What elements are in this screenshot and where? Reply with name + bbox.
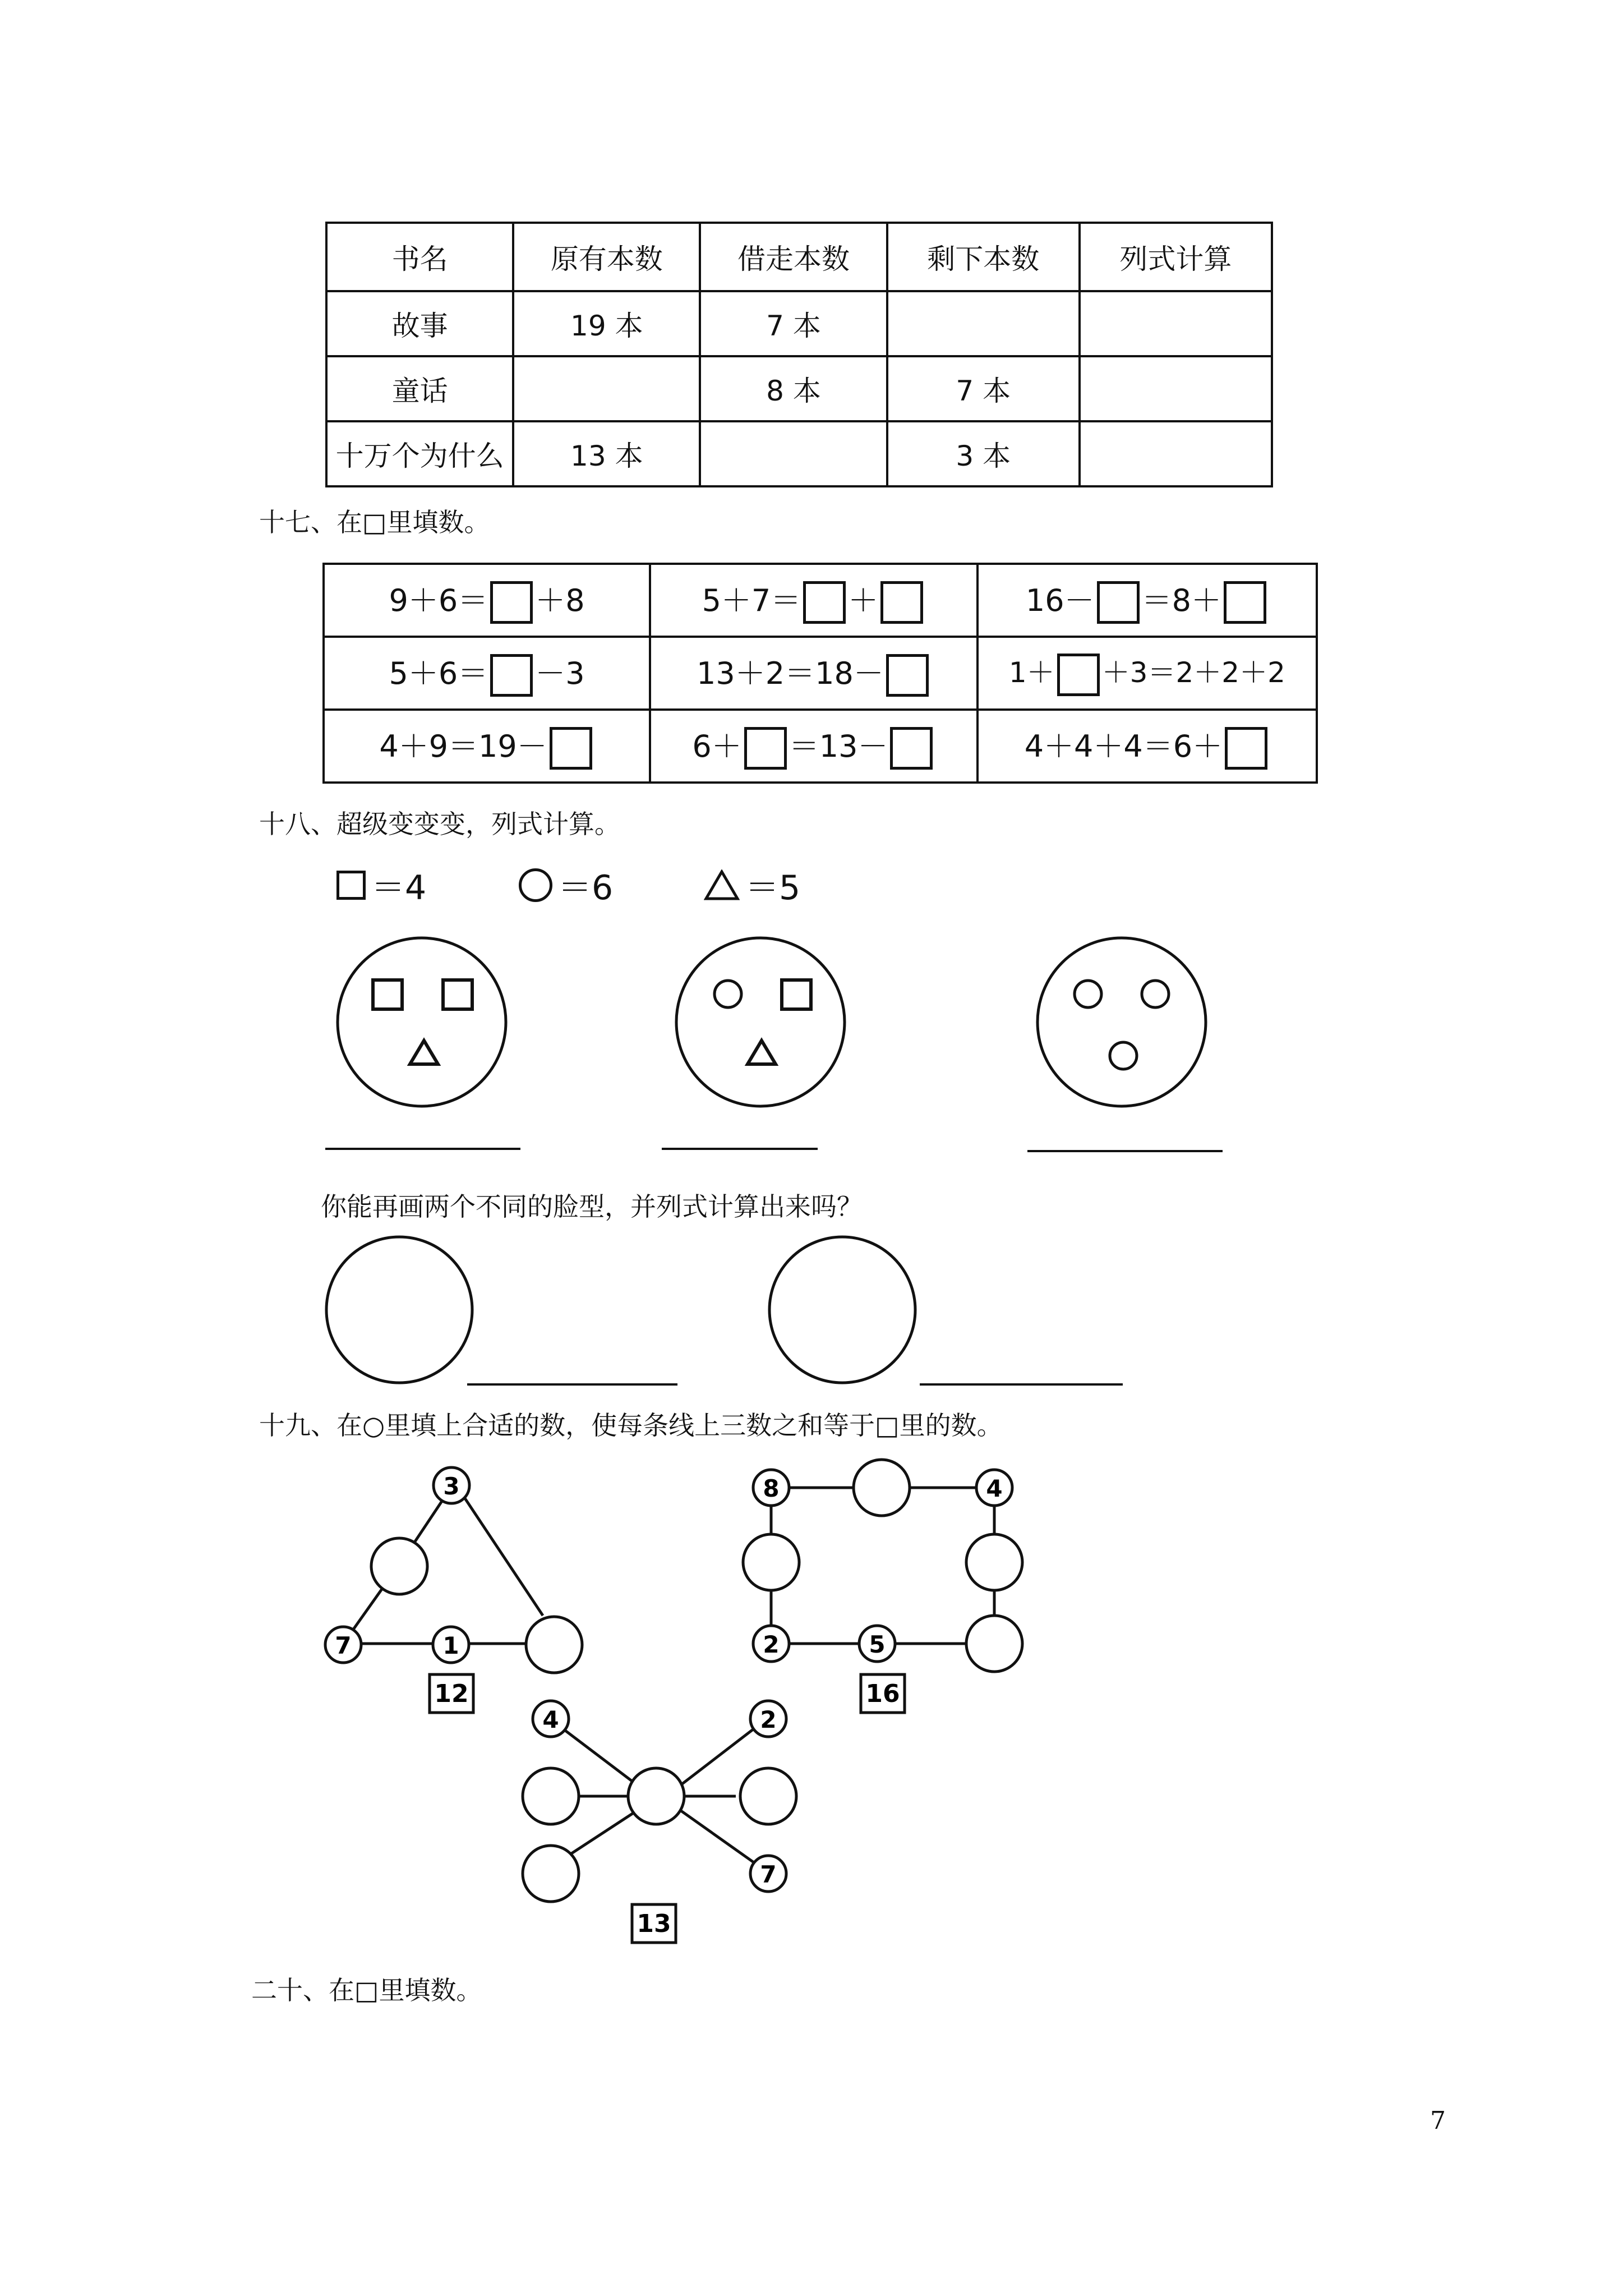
- draw-faces-question: 你能再画两个不同的脸型，并列式计算出来吗？: [321, 1191, 863, 1222]
- cell-book-name: 十万个为什么: [326, 421, 513, 486]
- equation-text: 13＋2＝18－: [697, 655, 884, 691]
- node-value: 2: [760, 1706, 777, 1733]
- equation-text: ＝8＋: [1141, 582, 1221, 618]
- section-17-title: 十七、在□里填数。: [259, 507, 490, 537]
- header-original: 原有本数: [513, 223, 700, 291]
- legend-value: ＝5: [745, 868, 801, 908]
- node-value: 3: [443, 1473, 460, 1500]
- node-value: 1: [442, 1632, 459, 1659]
- section-19-title: 十九、在○里填上合适的数，使每条线上三数之和等于□里的数。: [259, 1410, 1003, 1441]
- node-value: 4: [986, 1475, 1003, 1502]
- node-value: 8: [763, 1475, 780, 1502]
- node-blank[interactable]: [526, 1617, 582, 1673]
- cell-book-name: 童话: [326, 356, 513, 421]
- cell-original: 13 本: [513, 421, 700, 486]
- cell-remaining: 7 本: [887, 356, 1080, 421]
- node-value: 7: [760, 1861, 777, 1888]
- equation-text: 4＋4＋4＝6＋: [1024, 728, 1223, 764]
- header-remaining: 剩下本数: [887, 223, 1080, 291]
- equation-text: ＋8: [535, 582, 585, 618]
- header-borrowed: 借走本数: [700, 223, 887, 291]
- equation-text: －3: [535, 655, 585, 691]
- equation-text: ＋: [848, 582, 879, 618]
- equation-text: ＝13－: [789, 728, 888, 764]
- node-blank[interactable]: [966, 1534, 1022, 1590]
- butterfly-nodes: [523, 1701, 796, 1902]
- sum-value: 12: [434, 1680, 469, 1708]
- node-blank[interactable]: [523, 1846, 579, 1902]
- cell-original: 19 本: [513, 291, 700, 356]
- legend-value: ＝6: [558, 868, 614, 908]
- equation-text: 9＋6＝: [389, 582, 488, 618]
- node-value: 7: [335, 1632, 352, 1659]
- cell-borrowed: 7 本: [700, 291, 887, 356]
- node-blank[interactable]: [743, 1534, 799, 1590]
- node-blank[interactable]: [523, 1768, 579, 1824]
- node-value: 4: [542, 1706, 559, 1733]
- equation-text: 1＋: [1008, 656, 1055, 689]
- node-value: 5: [869, 1631, 886, 1658]
- node-blank[interactable]: [371, 1538, 427, 1594]
- node-blank[interactable]: [740, 1768, 796, 1824]
- equation-text: 5＋7＝: [702, 582, 801, 618]
- node-blank[interactable]: [628, 1768, 684, 1824]
- equation-text: 4＋9＝19－: [379, 728, 547, 764]
- section-20-title: 二十、在□里填数。: [251, 1975, 482, 2005]
- equation-text: 16－: [1025, 582, 1095, 618]
- cell-book-name: 故事: [326, 291, 513, 356]
- header-book-name: 书名: [326, 223, 513, 291]
- node-blank[interactable]: [966, 1616, 1022, 1672]
- triangle-nodes: [325, 1467, 582, 1673]
- node-value: 2: [763, 1631, 780, 1658]
- cell-borrowed: 8 本: [700, 356, 887, 421]
- node-blank[interactable]: [854, 1460, 910, 1516]
- rectangle-nodes: [743, 1460, 1022, 1672]
- equation-text: 6＋: [692, 728, 742, 764]
- cell-remaining: 3 本: [887, 421, 1080, 486]
- header-calculation: 列式计算: [1080, 223, 1272, 291]
- page-number: 7: [1430, 2106, 1446, 2135]
- equation-text: ＋3＝2＋2＋2: [1101, 656, 1285, 689]
- section-18-title: 十八、超级变变变，列式计算。: [259, 809, 620, 839]
- sum-value: 13: [637, 1910, 671, 1938]
- equation-text: 5＋6＝: [389, 655, 488, 691]
- legend-value: ＝4: [371, 868, 427, 908]
- sum-value: 16: [865, 1680, 900, 1708]
